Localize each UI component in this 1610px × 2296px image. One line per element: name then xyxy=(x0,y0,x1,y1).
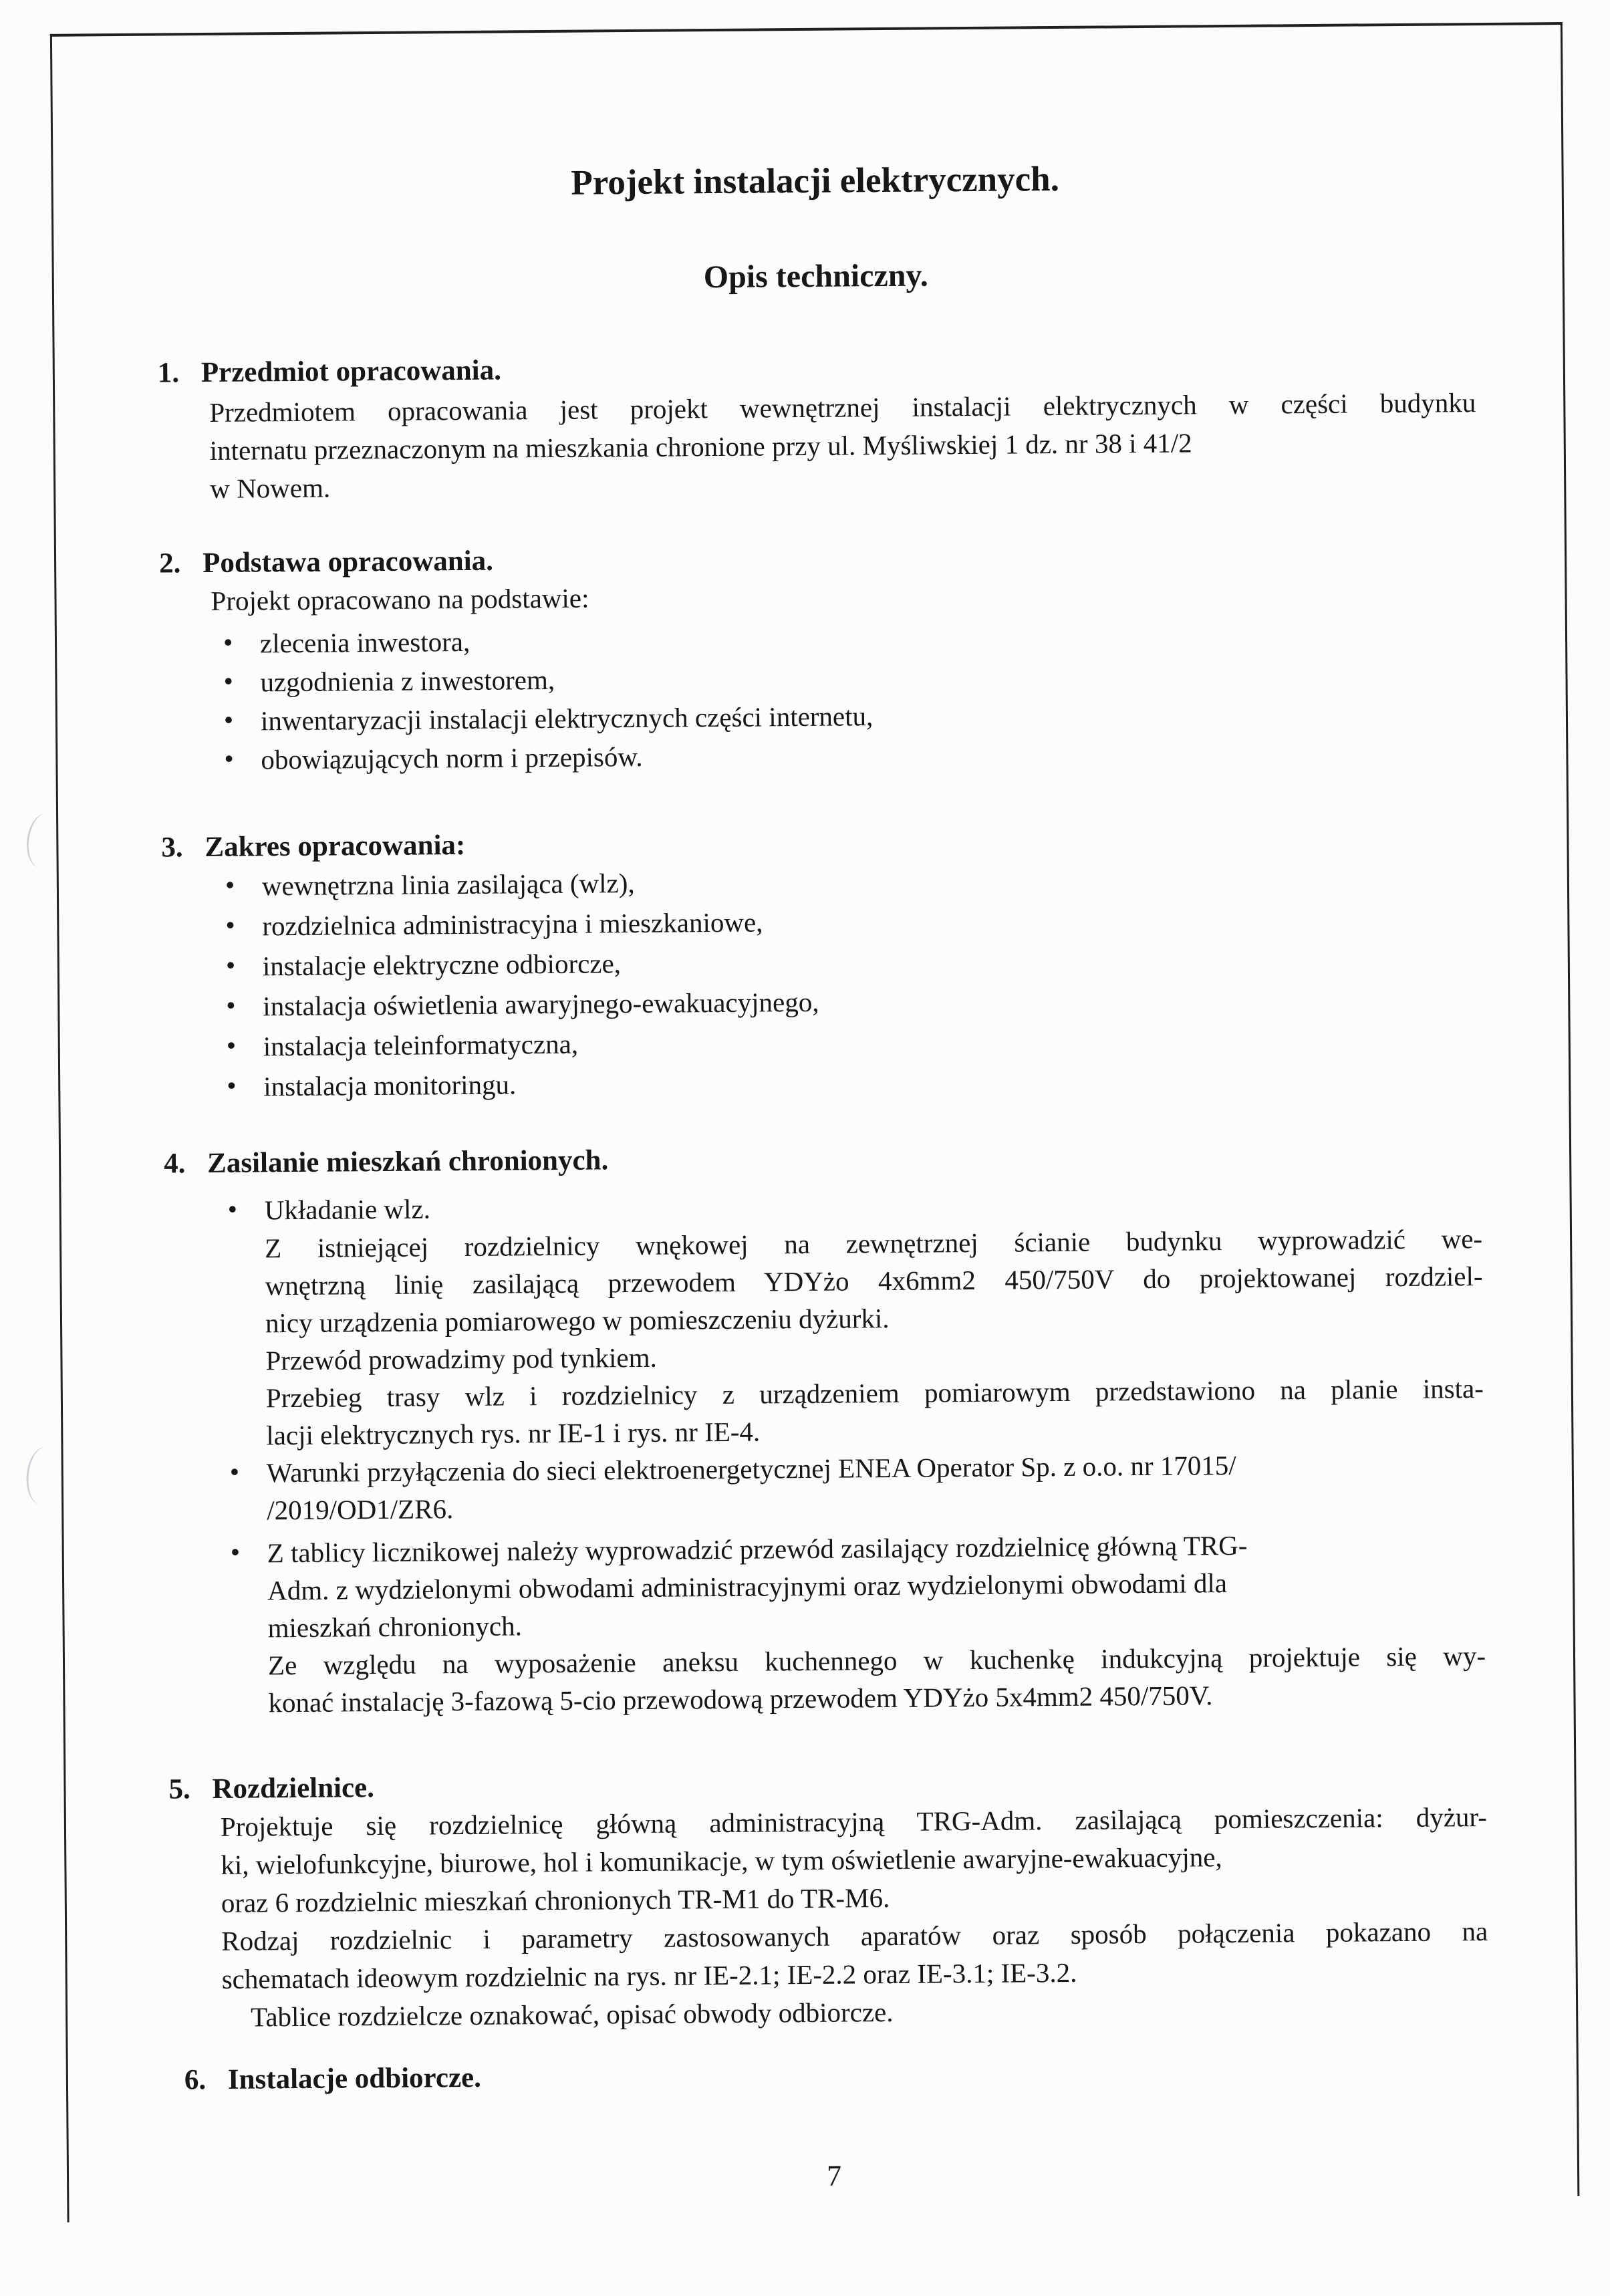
list-item-text: inwentaryzacji instalacji elektrycznych części internetu, xyxy=(260,700,874,737)
bullet-list xyxy=(162,856,1482,1107)
section-heading xyxy=(164,1134,1482,1182)
document-subtitle: Opis techniczny. xyxy=(703,257,928,295)
section-number: 5. xyxy=(168,1773,190,1805)
section-rozdzielnice xyxy=(168,1760,1488,2037)
text-line: oraz 6 rozdzielnic mieszkań chronionych TR-M1 do TR-M6. xyxy=(221,1882,890,1918)
sub-paragraph xyxy=(267,1562,1486,1721)
document-title: Projekt instalacji elektrycznych. xyxy=(571,159,1060,203)
text-line: schematach ideowym rozdzielnic na rys. nr IE-2.1; IE-2.2 oraz IE-3.1; IE-3.2. xyxy=(221,1956,1077,1995)
page-border-right xyxy=(1561,22,1580,2196)
text-line: mieszkań chronionych. xyxy=(267,1610,523,1644)
text-line: Projektuje się rozdzielnicę główną administracyjną TRG-Adm. zasilającą pomieszczenia: dyżur- xyxy=(220,1801,1488,1842)
text-line: konać instalację 3-fazową 5-cio przewodową przewodem YDYżo 5x4mm2 450/750V. xyxy=(268,1680,1213,1718)
bullet-icon: • xyxy=(223,665,234,696)
section-body xyxy=(221,1798,1489,2037)
bullet-icon: • xyxy=(229,1456,240,1487)
bullet-icon: • xyxy=(226,1029,237,1061)
bullet-icon: • xyxy=(225,869,235,900)
list-item-text: instalacja monitoringu. xyxy=(263,1069,517,1102)
list-item-text: instalacje elektryczne odbiorcze, xyxy=(262,948,622,982)
bullet-icon: • xyxy=(223,626,233,658)
page-border-top xyxy=(50,22,1563,37)
section-zasilanie-mieszkan xyxy=(164,1134,1486,1722)
text-line: ki, wielofunkcyjne, biurowe, hol i komunikacje, w tym oświetlenie awaryjne-ewakuacyjne, xyxy=(221,1841,1222,1880)
list-item-text: zlecenia inwestora, xyxy=(259,626,471,659)
page-number: 7 xyxy=(826,2159,842,2192)
bullet-icon: • xyxy=(225,909,235,940)
text-line: lacji elektrycznych rys. nr IE-1 i rys. nr IE-4. xyxy=(266,1416,761,1451)
section-heading-text: Przedmiot opracowania. xyxy=(200,354,502,389)
section-heading-text: Rozdzielnice. xyxy=(212,1772,375,1805)
sub-paragraph xyxy=(265,1220,1484,1454)
text-line: Adm. z wydzielonymi obwodami administracyjnymi oraz wydzielonymi obwodami dla xyxy=(267,1567,1228,1606)
bullet-icon: • xyxy=(224,743,234,774)
section-number: 6. xyxy=(184,2064,207,2096)
text-line: Przewód prowadzimy pod tynkiem. xyxy=(265,1342,657,1376)
text-line: w Nowem. xyxy=(210,472,331,504)
section-heading-text: Zasilanie mieszkań chronionych. xyxy=(207,1144,609,1180)
scan-artifact xyxy=(24,1446,62,1506)
list-item-text: obowiązujących norm i przepisów. xyxy=(261,741,643,775)
text-line: Projekt opracowano na podstawie: xyxy=(211,582,589,616)
text-line: internatu przeznaczonym na mieszkania chronione przy ul. Myśliwskiej 1 dz. nr 38 i 41/2 xyxy=(209,427,1192,466)
bullet-icon: • xyxy=(227,1069,237,1101)
bullet-icon: • xyxy=(225,949,236,981)
list-item-text: Z tablicy licznikowej należy wyprowadzić przewód zasilający rozdzielnicę główną TRG- xyxy=(267,1529,1248,1569)
text-line: Ze względu na wyposażenie aneksu kuchennego w kuchenkę indukcyjną projektuje się wy- xyxy=(267,1640,1486,1681)
section-heading-text: Instalacje odbiorcze. xyxy=(227,2061,482,2095)
section-number: 2. xyxy=(158,547,181,580)
text-line: Przebieg trasy wlz i rozdzielnicy z urządzeniem pomiarowym przedstawiono na planie insta- xyxy=(265,1373,1484,1414)
text-line: nicy urządzenia pomiarowego w pomieszczeniu dyżurki. xyxy=(265,1303,890,1339)
list-item-text: rozdzielnica administracyjna i mieszkaniowe, xyxy=(262,906,763,942)
section-instalacje-odbiorcze xyxy=(171,2051,1489,2099)
section-zakres-opracowania xyxy=(161,818,1481,1107)
section-podstawa-opracowania xyxy=(159,534,1479,779)
text-line: Rodzaj rozdzielnic i parametry zastosowanych aparatów oraz sposób połączenia pokazano na xyxy=(221,1916,1488,1956)
bullet-icon: • xyxy=(230,1536,241,1567)
text-line: wnętrzną linię zasilającą przewodem YDYżo 4x6mm2 450/750V do projektowanej rozdziel- xyxy=(265,1261,1483,1301)
list-item-text: instalacja teleinformatyczna, xyxy=(263,1028,579,1062)
bullet-icon: • xyxy=(226,989,236,1021)
section-body xyxy=(209,384,1476,508)
text-line: /2019/OD1/ZR6. xyxy=(267,1493,454,1526)
bullet-icon: • xyxy=(223,704,234,735)
bullet-icon: • xyxy=(227,1193,238,1225)
text-line: Tablice rozdzielcze oznakować, opisać obwody odbiorcze. xyxy=(251,1997,894,2033)
list-item-text: wewnętrzna linia zasilająca (wlz), xyxy=(261,867,635,902)
section-number: 1. xyxy=(157,357,180,389)
list-item-text: Układanie wlz. xyxy=(264,1193,431,1226)
list-item-text: Warunki przyłączenia do sieci elektroenergetycznej ENEA Operator Sp. z o.o. nr 17015/ xyxy=(266,1449,1236,1489)
text-line: Z istniejącej rozdzielnicy wnękowej na zewnętrznej ścianie budynku wyprowadzić we- xyxy=(264,1223,1483,1264)
section-number: 3. xyxy=(161,832,183,864)
bullet-list xyxy=(160,614,1479,779)
section-number: 4. xyxy=(163,1148,186,1180)
text-line: Przedmiotem opracowania jest projekt wewnętrznej instalacji elektrycznych w części budynku xyxy=(209,387,1476,428)
page-border-left xyxy=(50,34,70,2222)
section-heading-text: Podstawa opracowania. xyxy=(202,545,494,580)
list-item-text: instalacja oświetlenia awaryjnego-ewakuacyjnego, xyxy=(263,986,819,1022)
section-heading xyxy=(184,2051,1489,2099)
document-content xyxy=(156,155,1489,2099)
section-przedmiot-opracowania xyxy=(158,344,1477,508)
list-item-text: uzgodnienia z inwestorem, xyxy=(260,664,555,698)
section-heading-text: Zakres opracowania: xyxy=(205,829,466,864)
